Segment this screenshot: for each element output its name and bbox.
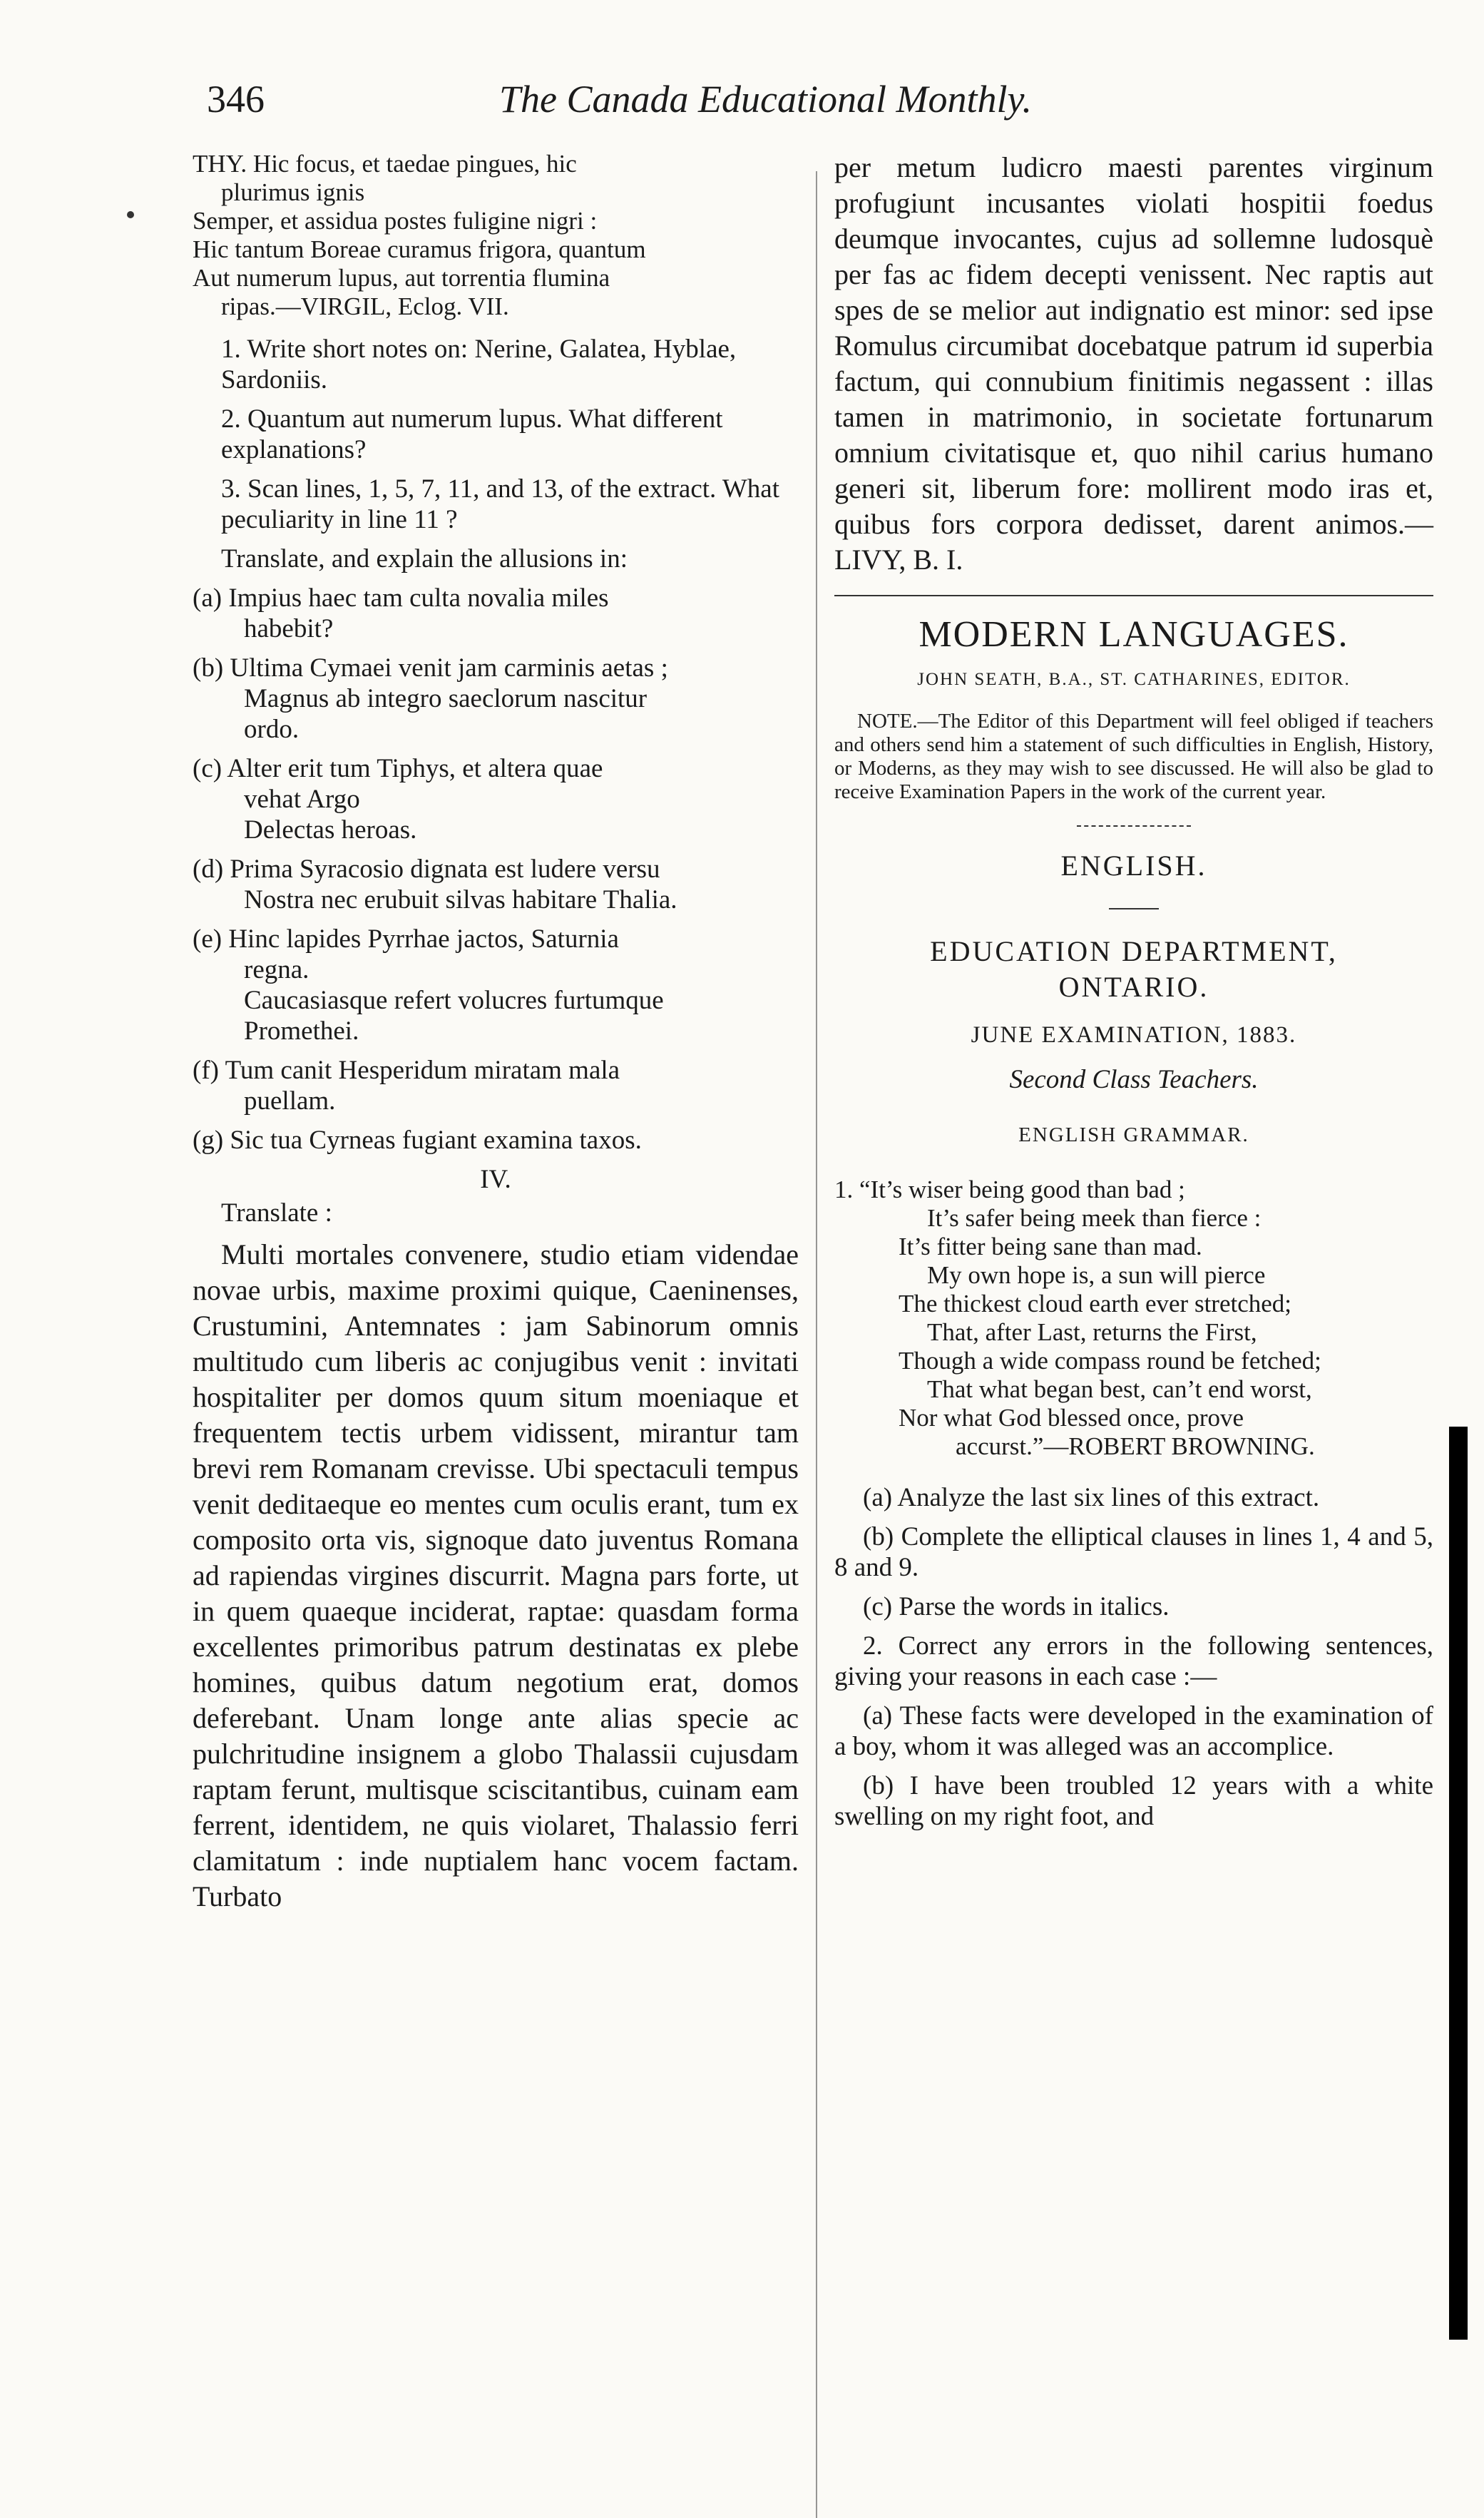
- margin-dot: [127, 211, 134, 218]
- dashed-rule: [1077, 825, 1191, 827]
- item-label: (d): [193, 855, 224, 884]
- poem-line: Aut numerum lupus, aut torrentia flumina: [193, 264, 610, 292]
- item-label: (a): [193, 583, 222, 613]
- question-2a: (a) These facts were developed in the examination of a boy, whom it was alleged was an accomplice.: [834, 1701, 1433, 1761]
- allusion-item-c: [193, 753, 799, 845]
- short-rule: [1109, 908, 1159, 909]
- item-line: Ultima Cymaei venit jam carminis aetas ;: [230, 653, 668, 683]
- subsection-heading: ENGLISH.: [1060, 850, 1207, 882]
- poem-line: It’s safer being meek than fierce :: [927, 1204, 1262, 1232]
- item-line: ordo.: [244, 715, 300, 744]
- item-line: Promethei.: [244, 1016, 359, 1046]
- section-number: IV.: [480, 1165, 511, 1194]
- running-title: The Canada Educational Monthly.: [499, 78, 1032, 121]
- scan-edge-bar: [1449, 1427, 1468, 2340]
- poem-line: That, after Last, returns the First,: [927, 1318, 1257, 1346]
- allusion-item-f: [193, 1055, 799, 1116]
- item-label: (f): [193, 1056, 219, 1085]
- item-line: Impius haec tam culta novalia miles: [228, 583, 609, 613]
- poem-line: 1. “It’s wiser being good than bad ;: [834, 1176, 1185, 1203]
- question-1a: (a) Analyze the last six lines of this extract.: [863, 1483, 1320, 1512]
- item-line: Alter erit tum Tiphys, et altera quae: [227, 754, 603, 783]
- item-line: Caucasiasque refert volucres furtumque: [244, 986, 664, 1015]
- question-2b: (b) I have been troubled 12 years with a white swelling on my right foot, and: [834, 1771, 1433, 1831]
- question-1: 1. Write short notes on: Nerine, Galatea, Hyblae, Sardoniis.: [221, 335, 737, 394]
- poem-line: ripas.—VIRGIL, Eclog. VII.: [221, 292, 509, 320]
- poem-line: plurimus ignis: [221, 178, 365, 206]
- item-line: vehat Argo: [244, 785, 360, 814]
- allusion-item-b: [193, 653, 799, 745]
- item-line: puellam.: [244, 1086, 336, 1116]
- exam-class: Second Class Teachers.: [1009, 1065, 1259, 1094]
- question-1b: (b) Complete the elliptical clauses in lines 1, 4 and 5, 8 and 9.: [834, 1522, 1433, 1582]
- poem-line: Semper, et assidua postes fuligine nigri :: [193, 207, 598, 235]
- translate-instruction: Translate :: [221, 1198, 332, 1228]
- allusion-item-d: [193, 854, 799, 915]
- item-line: Sic tua Cyrneas fugiant examina taxos.: [230, 1126, 642, 1155]
- translate-explain-instruction: Translate, and explain the allusions in:: [221, 544, 628, 574]
- item-line: Delectas heroas.: [244, 815, 417, 845]
- livy-passage: Multi mortales convenere, studio etiam videndae novae urbis, maxime proximi quique, Caeninenses, Crustumini, Antemnates : jam Sabinorum omnis multitudo cum liberis ac conjugibus venit : invitati hospitaliter per domos quum situm moeniaque et frequentem tectis urbem vidissent, mirantur tam brevi rem Romanam crevisse. Ubi spectaculi tempus venit deditaeque eo mentes cum oculis erant, tum ex composito orta vis, signoque dato juventus Romana ad rapiendas virgines discurrit. Magna pars forte, ut in quem quaeque inciderat, raptae: quasdam forma excellentes primoribus patrum destinatas ex plebe homines, quibus datum negotium erat, domos deferebant. Unam longe ante alias specie ac pulchritudine insignem a globo Thalassii cujusdam raptam ferunt, multisque sciscitantibus, cuinam eam ferrent, identidem, ne quis violaret, Thalassio ferri clamitatum : inde nuptialem hanc vocem factam. Turbato: [193, 1238, 799, 1912]
- poem-line: That what began best, can’t end worst,: [927, 1375, 1312, 1403]
- allusion-item-g: [193, 1125, 799, 1156]
- poem-line: Though a wide compass round be fetched;: [899, 1347, 1321, 1375]
- item-label: (b): [193, 653, 224, 683]
- item-line: Prima Syracosio dignata est ludere versu: [230, 855, 660, 884]
- poem-line: accurst.”—ROBERT BROWNING.: [956, 1432, 1315, 1460]
- item-line: regna.: [244, 955, 309, 984]
- browning-extract: [834, 1176, 1433, 1461]
- running-header: [0, 77, 1484, 134]
- right-column: [834, 150, 1433, 1840]
- poem-line: Hic tantum Boreae curamus frigora, quantum: [193, 235, 646, 263]
- department-line: ONTARIO.: [1058, 971, 1209, 1003]
- question-1c: (c) Parse the words in italics.: [863, 1592, 1170, 1621]
- exam-title: JUNE EXAMINATION, 1883.: [971, 1022, 1297, 1048]
- column-divider: [816, 171, 817, 2518]
- item-line: Hinc lapides Pyrrhae jactos, Saturnia: [228, 924, 619, 954]
- editor-note: NOTE.—The Editor of this Department will feel obliged if teachers and others send him a statement of such difficulties in English, History, or Moderns, as they may wish to see discussed. He will also be glad to receive Examination Papers in the work of the current year.: [834, 710, 1433, 803]
- item-label: (c): [193, 754, 222, 783]
- item-line: Magnus ab integro saeclorum nascitur: [244, 684, 648, 713]
- question-3: 3. Scan lines, 1, 5, 7, 11, and 13, of the extract. What peculiarity in line 11 ?: [221, 474, 779, 534]
- allusion-item-a: [193, 583, 799, 644]
- section-rule: [834, 595, 1433, 596]
- livy-passage-continued: per metum ludicro maesti parentes virginum profugiunt incusantes violati hospitii foedus deumque invocantes, cujus ad sollemne ludosquè per fas ac fidem decepti venissent. Nec raptis aut spes de se melior aut indignatio est minor: sed ipse Romulus circumibat docebatque patrum id superbia factum, qui connubium finitimis negassent : illas tamen in matrimonio, in societate fortunarum omnium civitatisque et, quo nihil carius humano generi sit, liberum fore: mollirent modo iras et, quibus fors corpora dedisset, darent animos.—LIVY, B. I.: [834, 151, 1433, 576]
- poem-line: Nor what God blessed once, prove: [899, 1404, 1244, 1432]
- paper-title: ENGLISH GRAMMAR.: [1018, 1123, 1249, 1146]
- department-line: EDUCATION DEPARTMENT,: [930, 935, 1338, 967]
- item-line: Tum canit Hesperidum miratam mala: [225, 1056, 620, 1085]
- item-line: habebit?: [244, 614, 334, 643]
- poem-line: My own hope is, a sun will pierce: [927, 1261, 1266, 1289]
- question-2: 2. Quantum aut numerum lupus. What different explanations?: [221, 404, 723, 464]
- item-label: (e): [193, 924, 222, 954]
- page-number: 346: [207, 78, 265, 121]
- virgil-extract: [193, 150, 799, 321]
- poem-line: The thickest cloud earth ever stretched;: [899, 1290, 1292, 1317]
- section-heading: MODERN LANGUAGES.: [918, 614, 1349, 655]
- poem-line: It’s fitter being sane than mad.: [899, 1233, 1202, 1260]
- poem-line: THY. Hic focus, et taedae pingues, hic: [193, 150, 577, 178]
- left-column: [193, 150, 799, 1925]
- item-line: Nostra nec erubuit silvas habitare Thalia.: [244, 885, 677, 914]
- allusion-item-e: [193, 924, 799, 1046]
- editor-line: JOHN SEATH, B.A., ST. CATHARINES, EDITOR.: [917, 670, 1351, 689]
- question-2: 2. Correct any errors in the following sentences, giving your reasons in each case :—: [834, 1631, 1433, 1691]
- item-label: (g): [193, 1126, 224, 1155]
